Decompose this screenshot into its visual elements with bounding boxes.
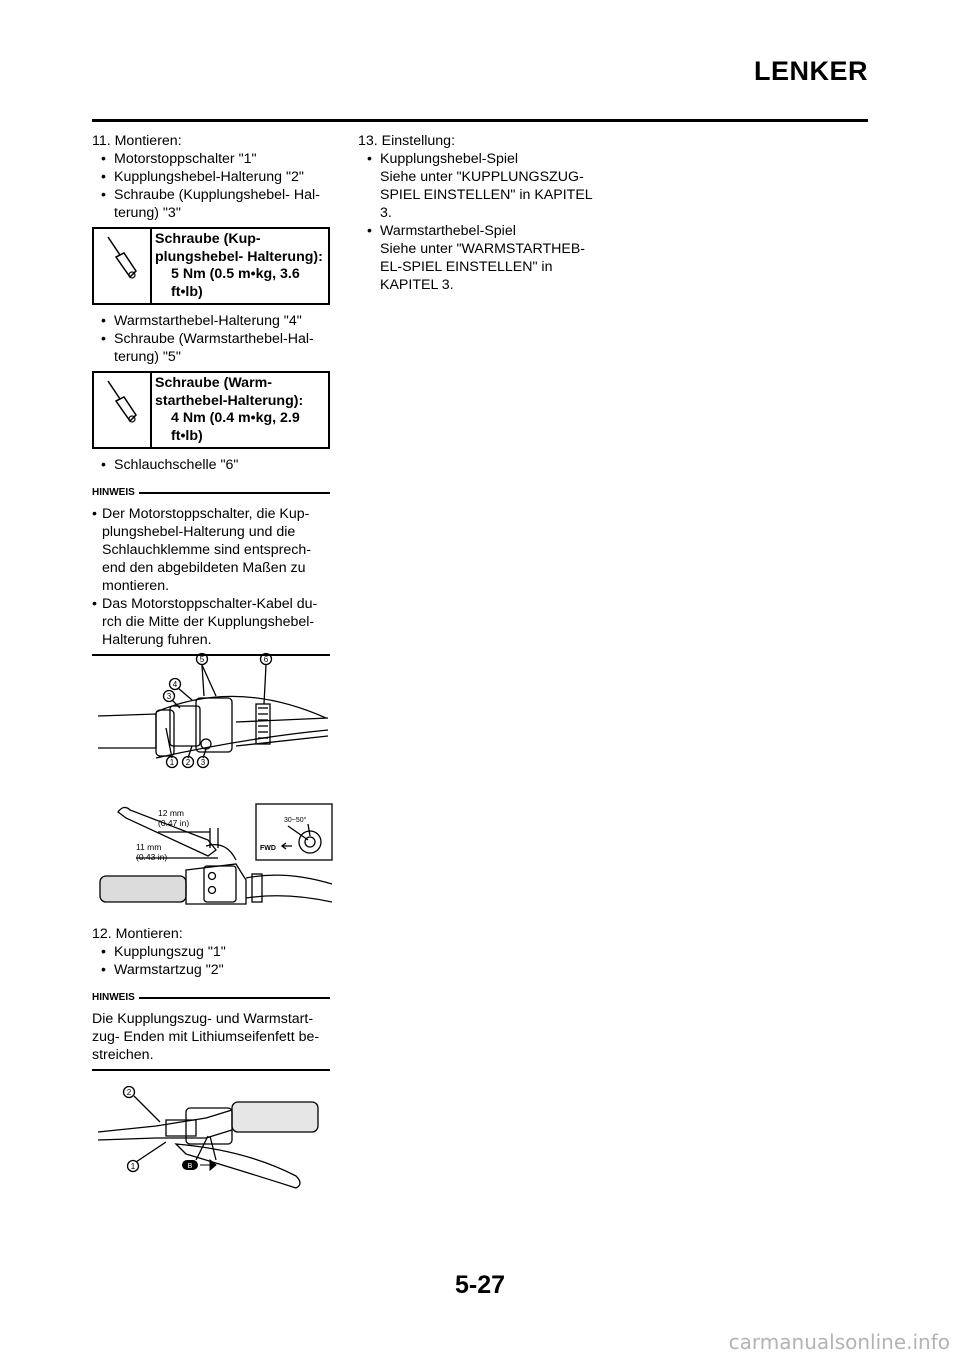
callout-5: 5: [199, 655, 205, 664]
arrow-icon: [200, 1160, 216, 1170]
note-box: [92, 484, 330, 656]
callout-1: 1: [169, 758, 175, 767]
note-bullet: [92, 595, 330, 649]
angle-label: 30~50°: [284, 817, 307, 824]
note-line: streichen.: [92, 1047, 154, 1063]
list-item: • Warmstartzug "2": [92, 961, 330, 979]
list-item-detail: EL-SPIEL EINSTELLEN" in: [380, 259, 553, 275]
figure-switch-assembly: [96, 648, 336, 772]
figure-cable-install: [96, 1080, 336, 1192]
torque-spec-box: [92, 227, 330, 305]
callout-3: 3: [166, 692, 172, 701]
lubricant-mark-label: B: [187, 1163, 193, 1170]
step-12-heading: 12. Montieren:: [92, 926, 183, 942]
dimension-label: 11 mm: [136, 842, 162, 852]
step-11-heading: 11. Montieren:: [92, 133, 182, 149]
list-item-continued: terung) "5": [114, 349, 181, 365]
list-item-detail: 3.: [380, 205, 392, 221]
callout-3: 3: [200, 758, 206, 767]
spec-value: 5 Nm (0.5 m•kg, 3.6: [171, 266, 300, 282]
left-column: [92, 132, 330, 656]
spec-label: Schraube (Warm-: [155, 375, 272, 391]
list-item: • Schlauchschelle "6": [92, 456, 330, 474]
note-line: • Der Motorstoppschalter, die Kup-: [102, 506, 310, 522]
note-line: Schlauchklemme sind entsprech-: [102, 542, 311, 558]
list-item-detail: Siehe unter "KUPPLUNGSZUG-: [380, 169, 584, 185]
list-item-detail: KAPITEL 3.: [380, 277, 454, 293]
note-line: Die Kupplungszug- und Warmstart-: [92, 1011, 314, 1027]
list-item-detail: Siehe unter "WARMSTARTHEB-: [380, 241, 586, 257]
list-item: • Kupplungshebel-Spiel: [358, 150, 608, 168]
note-label: HINWEIS: [92, 487, 135, 498]
note-line: • Das Motorstoppschalter-Kabel du-: [102, 596, 318, 612]
callout-4: 4: [172, 680, 178, 689]
note-line: zug- Enden mit Lithiumseifenfett be-: [92, 1029, 320, 1045]
page-title: LENKER: [753, 56, 868, 86]
list-item: • Schraube (Kupplungshebel- Hal-: [92, 186, 330, 204]
list-item: • Kupplungszug "1": [92, 943, 330, 961]
list-item-continued: terung) "3": [114, 205, 181, 221]
list-item: • Schraube (Warmstarthebel-Hal-: [92, 330, 330, 348]
title-rule: [92, 119, 868, 122]
note-line: rch die Mitte der Kupplungshebel-: [102, 614, 315, 630]
list-item: • Kupplungshebel-Halterung "2": [92, 168, 330, 186]
note-label: HINWEIS: [92, 992, 135, 1003]
note-box: [92, 989, 330, 1071]
dimension-label: 12 mm: [158, 808, 184, 818]
note-bullet: [92, 505, 330, 595]
note-line: plungshebel-Halterung und die: [102, 524, 296, 540]
spec-label: plungshebel- Halterung):: [155, 248, 323, 265]
list-item: • Warmstarthebel-Halterung "4": [92, 312, 330, 330]
step-12-section: [92, 925, 330, 1071]
step-13-heading: 13. Einstellung:: [358, 133, 456, 149]
list-item: • Motorstoppschalter "1": [92, 150, 330, 168]
callout-1: 1: [130, 1162, 136, 1171]
dimension-label: (0.47 in): [158, 818, 190, 828]
list-item-detail: SPIEL EINSTELLEN" in KAPITEL: [380, 187, 593, 203]
note-line: end den abgebildeten Maßen zu: [102, 560, 306, 576]
fwd-label: FWD: [260, 845, 276, 852]
note-line: montieren.: [102, 578, 170, 594]
figure-lever-dimensions: [96, 800, 336, 912]
right-column: [358, 132, 608, 294]
spec-value: 4 Nm (0.4 m•kg, 2.9: [171, 410, 300, 426]
callout-2: 2: [185, 758, 191, 767]
dimension-label: (0.43 in): [136, 852, 168, 862]
spec-label: Schraube (Kup-: [155, 231, 261, 247]
list-item: • Warmstarthebel-Spiel: [358, 222, 608, 240]
spec-value: ft•lb): [171, 283, 203, 300]
callout-2: 2: [126, 1088, 132, 1097]
callout-6: 6: [263, 655, 269, 664]
torque-spec-box: [92, 371, 330, 449]
torque-wrench-icon: [94, 229, 152, 303]
note-line: Halterung fuhren.: [102, 632, 212, 648]
torque-wrench-icon: [94, 373, 152, 447]
note-rule: [139, 492, 330, 494]
page-number: 5-27: [454, 1271, 506, 1299]
spec-value: ft•lb): [171, 427, 203, 444]
note-rule: [139, 997, 330, 999]
spec-label: starthebel-Halterung):: [155, 392, 304, 409]
watermark: carmanualsonline.info: [728, 1330, 950, 1354]
